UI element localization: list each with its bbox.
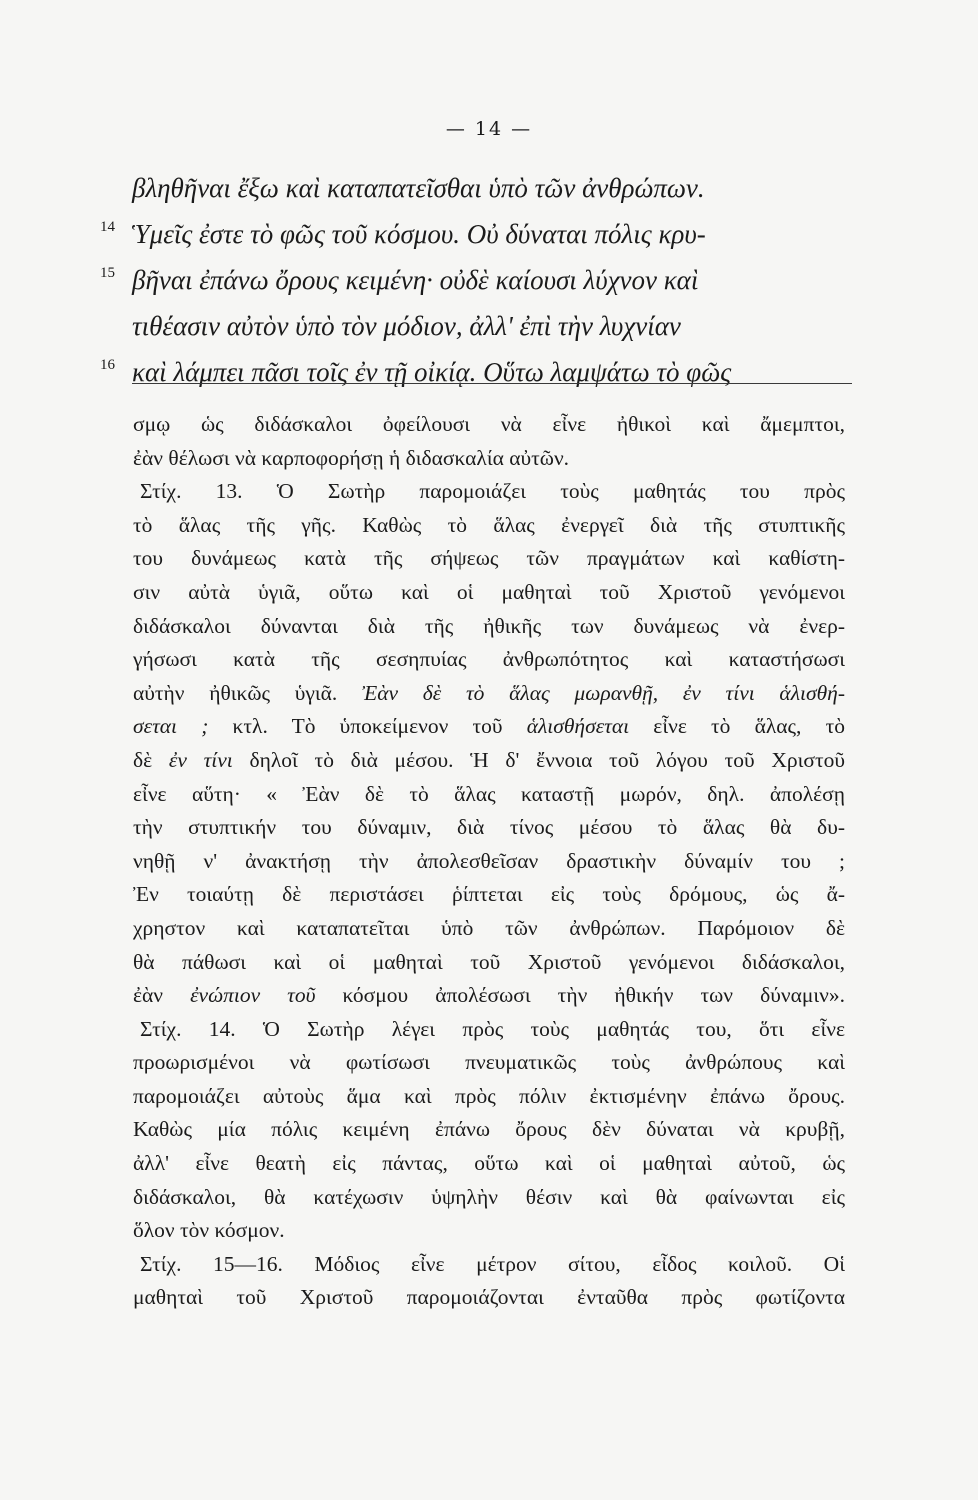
scripture-line bbox=[132, 303, 862, 349]
commentary-line bbox=[133, 778, 845, 812]
commentary-line bbox=[133, 408, 845, 442]
commentary-line bbox=[133, 1147, 845, 1181]
scripture-line-text: βληθῆναι ἔξω καὶ καταπατεῖσθαι ὑπὸ τῶν ἀνθρώπων. bbox=[132, 173, 705, 203]
commentary-line bbox=[133, 710, 845, 744]
page-number: — 14 — bbox=[445, 118, 533, 140]
verse-number: 15 bbox=[100, 265, 115, 281]
italic-quote-text: ἐνώπιον τοῦ bbox=[190, 983, 316, 1008]
commentary-line bbox=[133, 1248, 845, 1282]
commentary-text: χρηστον καὶ καταπατεῖται ὑπὸ τῶν ἀνθρώπων. Παρόμοιον δὲ bbox=[133, 915, 845, 940]
commentary-text: κτλ. Τὸ ὑποκείμενον τοῦ bbox=[208, 714, 527, 739]
verse-number: 16 bbox=[100, 357, 115, 373]
divider-rule bbox=[132, 383, 852, 384]
commentary-text: θὰ πάθωσι καὶ οἱ μαθηταὶ τοῦ Χριστοῦ γενόμενοι διδάσκαλοι, bbox=[133, 949, 845, 974]
commentary-line bbox=[133, 1046, 845, 1080]
commentary-text: παρομοιάζει αὐτοὺς ἅμα καὶ πρὸς πόλιν ἐκτισμένην ἐπάνω ὄρους. bbox=[133, 1083, 845, 1108]
scripture-line bbox=[100, 211, 862, 257]
commentary-text: Στίχ. 14. Ὁ Σωτὴρ λέγει πρὸς τοὺς μαθητάς του, ὅτι εἶνε bbox=[140, 1016, 845, 1041]
commentary-text: εἶνε αὕτη· « Ἐὰν δὲ τὸ ἅλας καταστῇ μωρόν, δηλ. ἀπολέσῃ bbox=[133, 781, 845, 806]
commentary-text: νηθῇ ν' ἀνακτήσῃ τὴν ἀπολεσθεῖσαν δραστικὴν δύναμίν του ; bbox=[133, 848, 845, 873]
commentary-line bbox=[133, 1013, 845, 1047]
commentary-text: εἶνε τὸ ἅλας, τὸ bbox=[629, 714, 845, 739]
commentary-text: δὲ bbox=[133, 747, 169, 772]
scripture-text bbox=[100, 165, 862, 395]
commentary-line bbox=[133, 509, 845, 543]
commentary-text: γήσωσι κατὰ τῆς σεσηπυίας ἀνθρωπότητος καὶ καταστήσωσι bbox=[133, 647, 845, 672]
commentary-text: Ἐν τοιαύτῃ δὲ περιστάσει ῥίπτεται εἰς τοὺς δρόμους, ὡς ἄ- bbox=[133, 882, 845, 907]
scripture-line-text: βῆναι ἐπάνω ὄρους κειμένη· οὐδὲ καίουσι λύχνον καὶ bbox=[132, 265, 699, 295]
verse-number: 14 bbox=[100, 219, 115, 235]
commentary-line bbox=[133, 610, 845, 644]
commentary-line bbox=[133, 845, 845, 879]
commentary-line bbox=[133, 1281, 845, 1315]
commentary-text: ἐὰν θέλωσι νὰ καρποφορήσῃ ἡ διδασκαλία αὐτῶν. bbox=[133, 445, 570, 470]
commentary-line bbox=[133, 576, 845, 610]
commentary-text: ἀλλ' εἶνε θεατὴ εἰς πάντας, οὕτω καὶ οἱ μαθηταὶ αὐτοῦ, ὡς bbox=[133, 1151, 845, 1176]
scripture-line bbox=[100, 257, 862, 303]
commentary-line bbox=[133, 542, 845, 576]
commentary-text bbox=[133, 408, 845, 1315]
commentary-line bbox=[133, 1113, 845, 1147]
commentary-line bbox=[133, 811, 845, 845]
commentary-text: του δυνάμεως κατὰ τῆς σήψεως τῶν πραγμάτων καὶ καθίστη- bbox=[133, 546, 845, 571]
commentary-line bbox=[133, 1080, 845, 1114]
commentary-line bbox=[133, 442, 845, 476]
commentary-text: Καθὼς μία πόλις κειμένη ἐπάνω ὄρους δὲν δύναται νὰ κρυβῇ, bbox=[133, 1117, 845, 1142]
commentary-text: ὅλον τὸν κόσμον. bbox=[133, 1218, 285, 1243]
commentary-line bbox=[133, 946, 845, 980]
scripture-line-text: τιθέασιν αὐτὸν ὑπὸ τὸν μόδιον, ἀλλ' ἐπὶ τὴν λυχνίαν bbox=[132, 311, 681, 341]
commentary-line bbox=[133, 912, 845, 946]
commentary-line bbox=[133, 744, 845, 778]
scripture-line-text: καὶ λάμπει πᾶσι τοῖς ἐν τῇ οἰκίᾳ. Οὕτω λαμψάτω τὸ φῶς bbox=[132, 357, 732, 387]
scripture-line bbox=[132, 165, 862, 211]
commentary-text: κόσμου ἀπολέσωσι τὴν ἠθικήν των δύναμιν». bbox=[315, 983, 845, 1008]
commentary-text: προωρισμένοι νὰ φωτίσωσι πνευματικῶς τοὺς ἀνθρώπους καὶ bbox=[133, 1050, 845, 1075]
commentary-text: τὸ ἅλας τῆς γῆς. Καθὼς τὸ ἅλας ἐνεργεῖ διὰ τῆς στυπτικῆς bbox=[133, 512, 845, 537]
commentary-line bbox=[133, 979, 845, 1013]
commentary-text: σιν αὐτὰ ὑγιᾶ, οὕτω καὶ οἱ μαθηταὶ τοῦ Χριστοῦ γενόμενοι bbox=[133, 579, 845, 604]
commentary-text: διδάσκαλοι, θὰ κατέχωσιν ὑψηλὴν θέσιν καὶ θὰ φαίνωνται εἰς bbox=[133, 1184, 845, 1209]
italic-quote-text: σεται ; bbox=[133, 714, 209, 739]
scripture-line bbox=[100, 349, 862, 395]
commentary-line bbox=[133, 643, 845, 677]
commentary-line bbox=[133, 1181, 845, 1215]
commentary-line bbox=[133, 878, 845, 912]
commentary-text: μαθηταὶ τοῦ Χριστοῦ παρομοιάζονται ἐνταῦθα πρὸς φωτίζοντα bbox=[133, 1285, 845, 1310]
commentary-line bbox=[133, 1214, 845, 1248]
commentary-text: τὴν στυπτικήν του δύναμιν, διὰ τίνος μέσου τὸ ἅλας θὰ δυ- bbox=[133, 815, 845, 840]
italic-quote-text: Ἐὰν δὲ τὸ ἅλας μωρανθῇ, ἐν τίνι ἁλισθή- bbox=[362, 680, 845, 705]
commentary-text: σμῳ ὡς διδάσκαλοι ὀφείλουσι νὰ εἶνε ἠθικοὶ καὶ ἄμεμπτοι, bbox=[133, 412, 845, 436]
scripture-line-text: Ὑμεῖς ἐστε τὸ φῶς τοῦ κόσμου. Οὐ δύναται πόλις κρυ- bbox=[132, 219, 706, 249]
commentary-line bbox=[133, 475, 845, 509]
commentary-text: Στίχ. 13. Ὁ Σωτὴρ παρομοιάζει τοὺς μαθητάς του πρὸς bbox=[140, 479, 845, 504]
commentary-text: διδάσκαλοι δύνανται διὰ τῆς ἠθικῆς των δυνάμεως νὰ ἐνερ- bbox=[133, 613, 845, 638]
commentary-text: αὐτὴν ἠθικῶς ὑγιᾶ. bbox=[133, 680, 363, 705]
commentary-text: ἐὰν bbox=[133, 983, 191, 1008]
italic-quote-text: ἁλισθήσεται bbox=[526, 714, 630, 739]
commentary-text: δηλοῖ τὸ διὰ μέσου. Ἡ δ' ἔννοια τοῦ λόγου τοῦ Χριστοῦ bbox=[232, 747, 845, 772]
commentary-text: Στίχ. 15—16. Μόδιος εἶνε μέτρον σίτου, εἶδος κοιλοῦ. Οἱ bbox=[140, 1251, 845, 1276]
commentary-line bbox=[133, 677, 845, 711]
italic-quote-text: ἐν τίνι bbox=[168, 747, 233, 772]
